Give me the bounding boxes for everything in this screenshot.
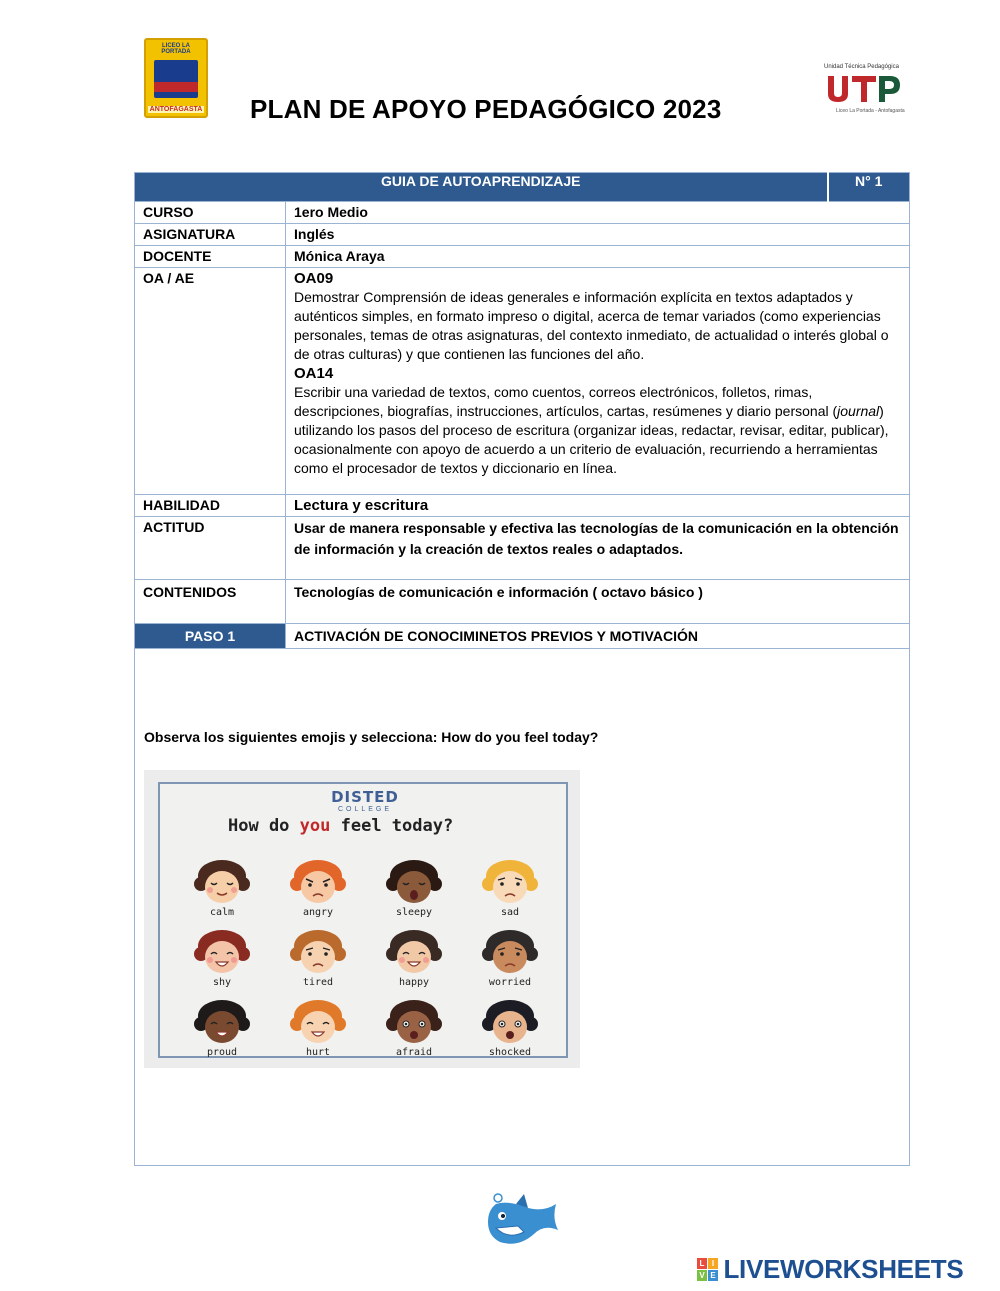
value-curso: 1ero Medio bbox=[286, 202, 910, 224]
liveworksheets-text: LIVEWORKSHEETS bbox=[723, 1254, 964, 1284]
emoji-label: afraid bbox=[395, 1047, 433, 1058]
value-asignatura: Inglés bbox=[286, 224, 910, 246]
emoji-card bbox=[144, 770, 580, 1068]
emoji-label: proud bbox=[206, 1047, 238, 1058]
lw-letter-box: V bbox=[697, 1270, 707, 1281]
emoji-label: sleepy bbox=[395, 907, 433, 918]
oa14-text-journal: journal bbox=[837, 403, 880, 419]
emoji-label: angry bbox=[302, 907, 334, 918]
utp-logo-bottom-text: Liceo La Portada - Antofagasta bbox=[836, 108, 905, 114]
emoji-label: tired bbox=[302, 977, 334, 988]
value-oa bbox=[286, 268, 910, 495]
oa14-text-b: ) utilizando los pasos del proceso de escritura (organizar ideas, redactar, revisar, editar, publicar), ocasionalmente con apoyo de acuerdo a un criterio de evaluación, recurriendo a herramientas como el procesador de textos y diccionario en línea. bbox=[294, 403, 889, 476]
row-docente bbox=[135, 246, 910, 268]
page-title: PLAN DE APOYO PEDAGÓGICO 2023 bbox=[250, 94, 722, 124]
liveworksheets-brand bbox=[697, 1254, 963, 1284]
row-asignatura bbox=[135, 224, 910, 246]
emoji-face-happy bbox=[374, 924, 454, 992]
shark-mascot-icon bbox=[478, 1190, 562, 1254]
oa09-code: OA09 bbox=[294, 270, 334, 287]
emoji-face-proud bbox=[182, 994, 262, 1062]
value-docente: Mónica Araya bbox=[286, 246, 910, 268]
oa14-text-a: Escribir una variedad de textos, como cuentos, correos electrónicos, folletos, rimas, descripciones, biografías, instrucciones, artículos, cartas, resúmenes y diario personal ( bbox=[294, 384, 838, 419]
card-question bbox=[228, 816, 453, 836]
emoji-face-worried bbox=[470, 924, 550, 992]
emoji-face-sleepy bbox=[374, 854, 454, 922]
row-oa bbox=[135, 268, 910, 495]
emoji-label: happy bbox=[398, 977, 430, 988]
utp-logo-top-text: Unidad Técnica Pedagógica bbox=[824, 64, 899, 70]
liveworksheets-logo-icon bbox=[697, 1258, 719, 1282]
emoji-label: calm bbox=[209, 907, 235, 918]
row-habilidad bbox=[135, 495, 910, 517]
label-actitud: ACTITUD bbox=[135, 517, 286, 580]
label-asignatura: ASIGNATURA bbox=[135, 224, 286, 246]
school-logo bbox=[144, 38, 208, 118]
guide-title: GUIA DE AUTOAPRENDIZAJE bbox=[135, 173, 828, 202]
guide-number: N° 1 bbox=[828, 173, 910, 202]
emoji-label: shocked bbox=[488, 1047, 532, 1058]
card-brand-name: DISTED bbox=[331, 788, 399, 806]
emoji-face-sad bbox=[470, 854, 550, 922]
label-paso: PASO 1 bbox=[135, 624, 286, 649]
school-logo-top-text: LICEO LA PORTADA bbox=[161, 43, 191, 55]
value-contenidos: Tecnologías de comunicación e información ( octavo básico ) bbox=[286, 580, 910, 624]
oa14-code: OA14 bbox=[294, 365, 334, 382]
guide-sheet bbox=[134, 172, 910, 1166]
instruction-text: Observa los siguientes emojis y selecciona: How do you feel today? bbox=[144, 729, 599, 745]
card-brand-sub: COLLEGE bbox=[337, 806, 393, 813]
lw-letter-box: E bbox=[708, 1270, 718, 1281]
emoji-face-afraid bbox=[374, 994, 454, 1062]
emoji-label: shy bbox=[212, 977, 232, 988]
school-logo-wave bbox=[154, 82, 198, 92]
value-habilidad: Lectura y escritura bbox=[286, 495, 910, 517]
card-question-a: How do bbox=[228, 816, 300, 836]
card-brand bbox=[315, 788, 415, 813]
label-docente: DOCENTE bbox=[135, 246, 286, 268]
emoji-label: sad bbox=[500, 907, 520, 918]
emoji-label: worried bbox=[488, 977, 532, 988]
value-actitud: Usar de manera responsable y efectiva las tecnologías de la comunicación en la obtención de información y la creación de textos reales o adaptados. bbox=[286, 517, 910, 580]
emoji-label: hurt bbox=[305, 1047, 331, 1058]
school-logo-emblem bbox=[154, 60, 198, 98]
row-paso bbox=[135, 624, 910, 649]
emoji-face-angry bbox=[278, 854, 358, 922]
utp-logo-mark bbox=[824, 72, 904, 106]
row-actitud bbox=[135, 517, 910, 580]
card-question-b: feel today? bbox=[330, 816, 454, 836]
label-curso: CURSO bbox=[135, 202, 286, 224]
oa14-text bbox=[294, 383, 901, 478]
lw-letter-box: I bbox=[708, 1258, 718, 1269]
card-question-highlight: you bbox=[299, 816, 331, 836]
row-contenidos bbox=[135, 580, 910, 624]
value-paso: ACTIVACIÓN DE CONOCIMINETOS PREVIOS Y MOTIVACIÓN bbox=[286, 624, 910, 649]
emoji-card-frame bbox=[158, 782, 568, 1058]
label-contenidos: CONTENIDOS bbox=[135, 580, 286, 624]
label-oa: OA / AE bbox=[135, 268, 286, 495]
oa09-text: Demostrar Comprensión de ideas generales e información explícita en textos adaptados y auténticos simples, en formato impreso o digital, acerca de temar variados (como experiencias personales, temas de otras asignaturas, del contexto inmediato, de actualidad o interés global o de otras culturas) y que contienen las funciones del año. bbox=[294, 289, 889, 362]
row-curso bbox=[135, 202, 910, 224]
guide-table bbox=[134, 172, 910, 649]
emoji-face-shy bbox=[182, 924, 262, 992]
school-logo-bottom-text: ANTOFAGASTA bbox=[149, 106, 203, 113]
emoji-face-hurt bbox=[278, 994, 358, 1062]
label-habilidad: HABILIDAD bbox=[135, 495, 286, 517]
emoji-face-tired bbox=[278, 924, 358, 992]
utp-logo bbox=[820, 62, 910, 118]
emoji-face-calm bbox=[182, 854, 262, 922]
guide-header-row bbox=[135, 173, 910, 202]
emoji-face-shocked bbox=[470, 994, 550, 1062]
lw-letter-box: L bbox=[697, 1258, 707, 1269]
